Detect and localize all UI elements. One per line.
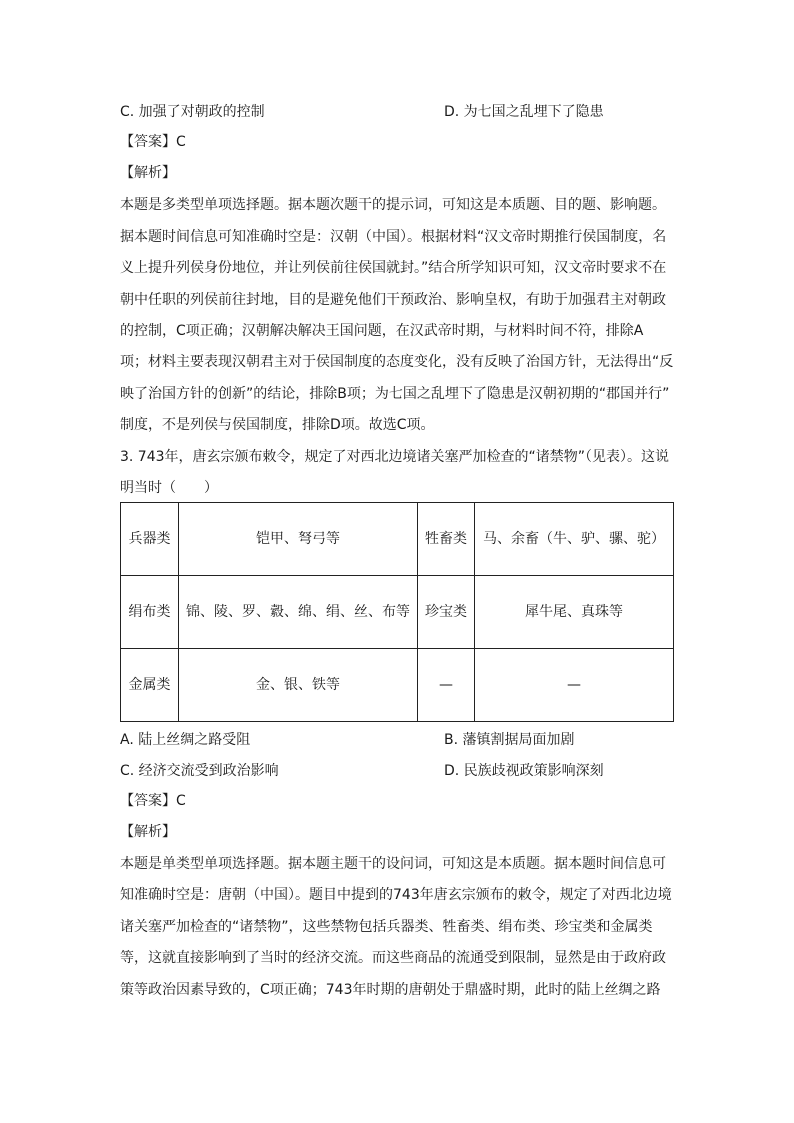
q3-analysis-line: 等，这就直接影响到了当时的经济交流。而这些商品的流通受到限制，显然是由于政府政 xyxy=(120,950,666,966)
prev-analysis-line: 义上提升列侯身份地位，并让列侯前往侯国就封。”结合所学知识可知，汉文帝时要求不在 xyxy=(120,260,667,276)
table-cell: 绢布类 xyxy=(121,576,179,649)
q3-analysis-line: 知准确时空是：唐朝（中国）。题目中提到的743年唐玄宗颁布的敕令，规定了对西北边境 xyxy=(120,887,672,903)
table-cell: 兵器类 xyxy=(121,503,179,576)
q3-stem: 明当时（ ） xyxy=(120,480,218,496)
table-row xyxy=(121,576,674,649)
prev-analysis-line: 本题是多类型单项选择题。据本题次题干的提示词，可知这是本质题、目的题、影响题。 xyxy=(120,197,666,213)
q3-analysis-line: 策等政治因素导致的，C项正确；743年时期的唐朝处于鼎盛时期，此时的陆上丝绸之路 xyxy=(120,982,661,998)
q3-option-a: A. 陆上丝绸之路受阻 xyxy=(120,732,251,748)
q3-answer: 【答案】C xyxy=(120,793,186,809)
table-cell: — xyxy=(418,649,475,722)
prev-analysis-line: 的控制，C项正确；汉朝解决解决王国问题，在汉武帝时期，与材料时间不符，排除A xyxy=(120,323,644,339)
table-cell: 牲畜类 xyxy=(418,503,475,576)
q3-analysis-line: 诸关塞严加检查的“诸禁物”，这些禁物包括兵器类、牲畜类、绢布类、珍宝类和金属类 xyxy=(120,919,653,935)
q3-stem: 3. 743年，唐玄宗颁布敕令，规定了对西北边境诸关塞严加检查的“诸禁物”（见表）。这说 xyxy=(120,449,670,465)
table-cell: 马、余畜（牛、驴、骡、驼） xyxy=(475,503,674,576)
q3-option-c: C. 经济交流受到政治影响 xyxy=(120,763,279,779)
table-cell: 珍宝类 xyxy=(418,576,475,649)
q3-analysis-line: 本题是单类型单项选择题。据本题主题干的设问词，可知这是本质题。据本题时间信息可 xyxy=(120,856,666,872)
table-cell: 金、银、铁等 xyxy=(179,649,418,722)
prev-analysis-line: 制度，不是列侯与侯国制度，排除D项。故选C项。 xyxy=(120,417,435,433)
prev-answer: 【答案】C xyxy=(120,134,186,150)
q3-option-d: D. 民族歧视政策影响深刻 xyxy=(444,763,604,779)
prev-option-d: D. 为七国之乱埋下了隐患 xyxy=(444,104,604,120)
table-row xyxy=(121,649,674,722)
q3-analysis-label: 【解析】 xyxy=(120,824,176,840)
table-row xyxy=(121,503,674,576)
prev-option-c: C. 加强了对朝政的控制 xyxy=(120,104,265,120)
prev-analysis-line: 项；材料主要表现汉朝君主对于侯国制度的态度变化，没有反映了治国方针，无法得出“反 xyxy=(120,354,674,370)
table-cell: 锦、陵、罗、縠、绵、绢、丝、布等 xyxy=(179,576,418,649)
banned-goods-table xyxy=(120,502,674,722)
q3-option-b: B. 藩镇割据局面加剧 xyxy=(444,732,575,748)
prev-analysis-label: 【解析】 xyxy=(120,165,176,181)
prev-analysis-line: 据本题时间信息可知准确时空是：汉朝（中国）。根据材料“汉文帝时期推行侯国制度，名 xyxy=(120,229,667,245)
table-cell: 金属类 xyxy=(121,649,179,722)
table-cell: — xyxy=(475,649,674,722)
prev-analysis-line: 朝中任职的列侯前往封地，目的是避免他们干预政治、影响皇权，有助于加强君主对朝政 xyxy=(120,292,666,308)
prev-analysis-line: 映了治国方针的创新”的结论，排除B项；为七国之乱埋下了隐患是汉朝初期的“郡国并行” xyxy=(120,386,670,402)
table-cell: 铠甲、弩弓等 xyxy=(179,503,418,576)
table-cell: 犀牛尾、真珠等 xyxy=(475,576,674,649)
